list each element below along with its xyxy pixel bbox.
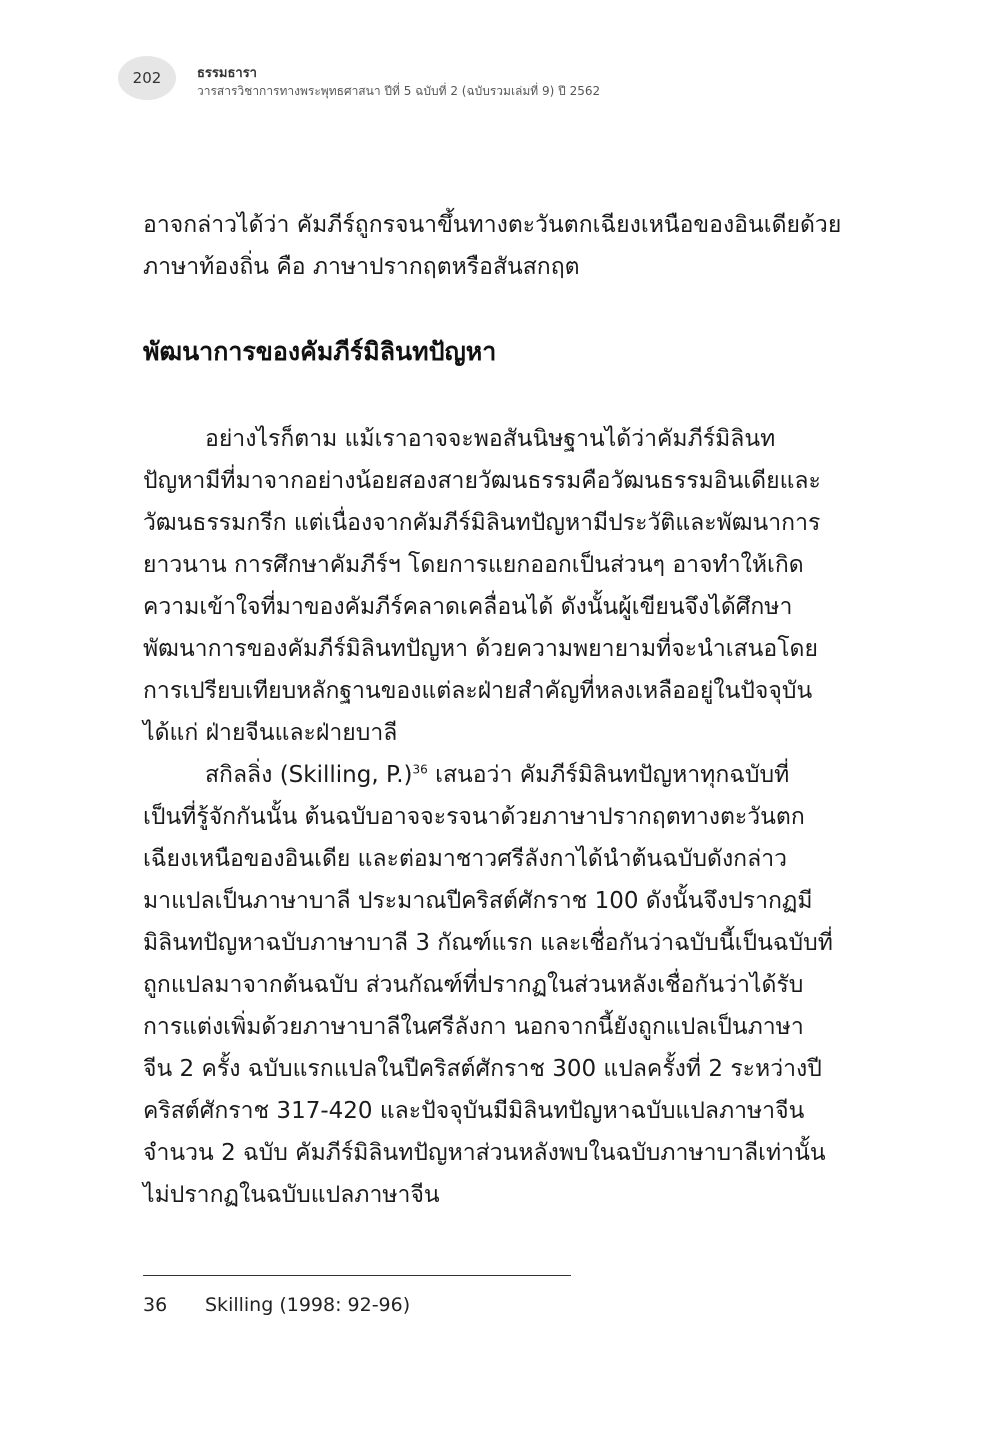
page-number-badge <box>118 56 176 100</box>
paragraph1-line: ได้แก่ ฝ่ายจีนและฝ่ายบาลี <box>143 720 398 746</box>
paragraph1-line: วัฒนธรรมกรีก แต่เนื่องจากคัมภีร์มิลินทปัญหามีประวัติและพัฒนาการ <box>143 510 821 536</box>
paragraph2-line: ไม่ปรากฏในฉบับแปลภาษาจีน <box>143 1182 440 1208</box>
footnote <box>143 1294 410 1316</box>
footnote-text: Skilling (1998: 92-96) <box>205 1294 411 1316</box>
paragraph1-line: พัฒนาการของคัมภีร์มิลินทปัญหา ด้วยความพยายามที่จะนำเสนอโดย <box>143 636 818 662</box>
paragraph2-line: จำนวน 2 ฉบับ คัมภีร์มิลินทปัญหาส่วนหลังพบในฉบับภาษาบาลีเท่านั้น <box>143 1140 826 1166</box>
paragraph1-line: อย่างไรก็ตาม แม้เราอาจจะพอสันนิษฐานได้ว่าคัมภีร์มิลินท <box>205 426 776 452</box>
paragraph1-line: ความเข้าใจที่มาของคัมภีร์คลาดเคลื่อนได้ ดังนั้นผู้เขียนจึงได้ศึกษา <box>143 594 793 620</box>
paragraph2-line: การแต่งเพิ่มด้วยภาษาบาลีในศรีลังกา นอกจากนี้ยังถูกแปลเป็นภาษา <box>143 1014 804 1040</box>
paragraph2-first-line <box>143 754 833 796</box>
paragraph2-lead-rest: เสนอว่า คัมภีร์มิลินทปัญหาทุกฉบับที่ <box>427 762 790 788</box>
intro-line: ภาษาท้องถิ่น คือ ภาษาปรากฤตหรือสันสกฤต <box>143 254 580 280</box>
footnote-divider <box>143 1275 571 1276</box>
intro-paragraph <box>143 204 842 288</box>
paragraph1-line: ปัญหามีที่มาจากอย่างน้อยสองสายวัฒนธรรมคือวัฒนธรรมอินเดียและ <box>143 468 821 494</box>
paragraph2-line: จีน 2 ครั้ง ฉบับแรกแปลในปีคริสต์ศักราช 300 แปลครั้งที่ 2 ระหว่างปี <box>143 1056 822 1082</box>
paragraph1-line: ยาวนาน การศึกษาคัมภีร์ฯ โดยการแยกออกเป็นส่วนๆ อาจทำให้เกิด <box>143 552 804 578</box>
section-heading: พัฒนาการของคัมภีร์มิลินทปัญหา <box>143 337 497 366</box>
paragraph2-line: คริสต์ศักราช 317-420 และปัจจุบันมีมิลินทปัญหาฉบับแปลภาษาจีน <box>143 1098 805 1124</box>
paragraph2-line: มาแปลเป็นภาษาบาลี ประมาณปีคริสต์ศักราช 100 ดังนั้นจึงปรากฏมี <box>143 888 813 914</box>
journal-name: ธรรมธารา <box>197 66 257 81</box>
paragraph1-line: การเปรียบเทียบหลักฐานของแต่ละฝ่ายสำคัญที่หลงเหลืออยู่ในปัจจุบัน <box>143 678 813 704</box>
paragraph2-line: ถูกแปลมาจากต้นฉบับ ส่วนกัณฑ์ที่ปรากฏในส่วนหลังเชื่อกันว่าได้รับ <box>143 972 804 998</box>
page-number: 202 <box>132 69 162 87</box>
paragraph2-lead-text: สกิลลิ่ง (Skilling, P.) <box>205 762 413 788</box>
journal-issue: วารสารวิชาการทางพระพุทธศาสนา ปีที่ 5 ฉบับที่ 2 (ฉบับรวมเล่มที่ 9) ปี 2562 <box>197 84 601 98</box>
footnote-reference[interactable]: 36 <box>412 762 428 777</box>
footnote-number: 36 <box>143 1294 168 1316</box>
paragraph2-line: เป็นที่รู้จักกันนั้น ต้นฉบับอาจจะรจนาด้วยภาษาปรากฤตทางตะวันตก <box>143 804 805 830</box>
paragraph2-line: เฉียงเหนือของอินเดีย และต่อมาชาวศรีลังกาได้นำต้นฉบับดังกล่าว <box>143 846 788 872</box>
intro-line: อาจกล่าวได้ว่า คัมภีร์ถูกรจนาขึ้นทางตะวันตกเฉียงเหนือของอินเดียด้วย <box>143 212 842 238</box>
paragraph2-line: มิลินทปัญหาฉบับภาษาบาลี 3 กัณฑ์แรก และเชื่อกันว่าฉบับนี้เป็นฉบับที่ <box>143 930 833 956</box>
body-text <box>143 418 833 1216</box>
